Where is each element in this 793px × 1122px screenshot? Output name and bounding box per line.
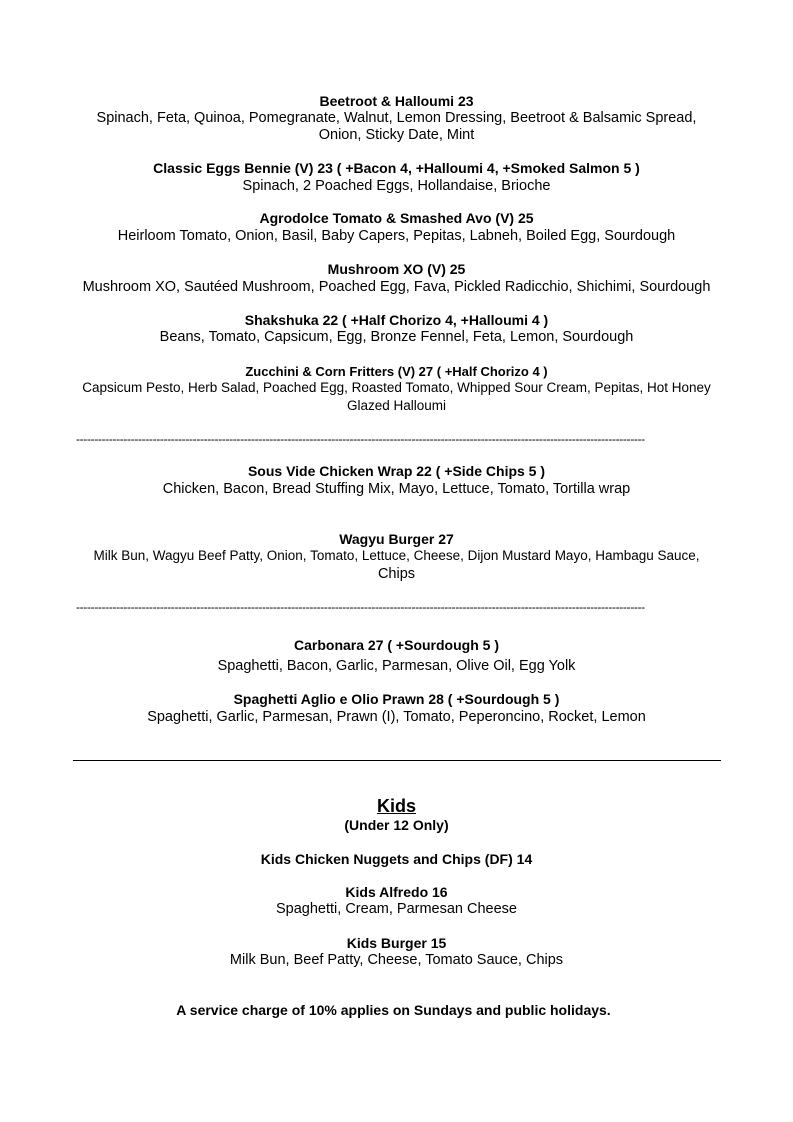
menu-item-description: Spaghetti, Garlic, Parmesan, Prawn (I), Tomato, Peperoncino, Rocket, Lemon <box>147 709 646 725</box>
menu-item-title: Mushroom XO (V) 25 <box>327 261 466 277</box>
menu-item-title: Agrodolce Tomato & Smashed Avo (V) 25 <box>259 210 534 226</box>
menu-item-description: Capsicum Pesto, Herb Salad, Poached Egg, Roasted Tomato, Whipped Sour Cream, Pepitas, Hot Honey <box>82 380 711 395</box>
menu-item-title: Shakshuka 22 ( +Half Chorizo 4, +Halloumi 4 ) <box>244 312 549 328</box>
menu-item-description: Milk Bun, Wagyu Beef Patty, Onion, Tomato, Lettuce, Cheese, Dijon Mustard Mayo, Hambagu Sauce, <box>93 548 700 563</box>
menu-item-title: Wagyu Burger 27 <box>339 531 454 547</box>
menu-item-description: Milk Bun, Beef Patty, Cheese, Tomato Sauce, Chips <box>229 952 564 968</box>
menu-item-title: Kids Burger 15 <box>346 935 447 951</box>
menu-item-title: Zucchini & Corn Fritters (V) 27 ( +Half Chorizo 4 ) <box>245 364 548 379</box>
menu-item-description: Spinach, 2 Poached Eggs, Hollandaise, Brioche <box>242 178 551 194</box>
menu-item-description: Chicken, Bacon, Bread Stuffing Mix, Mayo, Lettuce, Tomato, Tortilla wrap <box>162 481 631 497</box>
menu-item-description: Onion, Sticky Date, Mint <box>318 127 475 143</box>
menu-item-description: Mushroom XO, Sautéed Mushroom, Poached Egg, Fava, Pickled Radicchio, Shichimi, Sourdough <box>82 279 711 295</box>
menu-item-title: Beetroot & Halloumi 23 <box>319 93 474 109</box>
menu-item-description: Spaghetti, Cream, Parmesan Cheese <box>276 901 517 917</box>
section-separator: ------------------------------------------------------------------------------------------------------------------------------------------------------------ <box>76 600 645 614</box>
section-heading-kids: Kids <box>376 796 416 816</box>
menu-item-title: Kids Alfredo 16 <box>345 884 448 900</box>
menu-item-title: Spaghetti Aglio e Olio Prawn 28 ( +Sourdough 5 ) <box>233 691 560 707</box>
menu-item-title: Carbonara 27 ( +Sourdough 5 ) <box>294 637 499 653</box>
menu-item-description: Glazed Halloumi <box>346 398 447 413</box>
section-subheading: (Under 12 Only) <box>344 817 449 833</box>
menu-item-description: Heirloom Tomato, Onion, Basil, Baby Capers, Pepitas, Labneh, Boiled Egg, Sourdough <box>117 228 676 244</box>
menu-item-title: Sous Vide Chicken Wrap 22 ( +Side Chips 5 ) <box>247 463 546 479</box>
menu-item-title: Classic Eggs Bennie (V) 23 ( +Bacon 4, +Halloumi 4, +Smoked Salmon 5 ) <box>153 160 640 176</box>
menu-item-description: Spaghetti, Bacon, Garlic, Parmesan, Olive Oil, Egg Yolk <box>217 658 576 674</box>
section-separator: ------------------------------------------------------------------------------------------------------------------------------------------------------------ <box>76 432 645 446</box>
menu-item-description: Spinach, Feta, Quinoa, Pomegranate, Walnut, Lemon Dressing, Beetroot & Balsamic Spread, <box>96 110 697 126</box>
menu-item-description: Chips <box>377 566 416 582</box>
menu-item-title: Kids Chicken Nuggets and Chips (DF) 14 <box>260 851 533 867</box>
section-divider <box>73 760 721 761</box>
menu-item-description: Beans, Tomato, Capsicum, Egg, Bronze Fennel, Feta, Lemon, Sourdough <box>159 329 634 345</box>
service-charge-note: A service charge of 10% applies on Sundays and public holidays. <box>176 1002 611 1018</box>
